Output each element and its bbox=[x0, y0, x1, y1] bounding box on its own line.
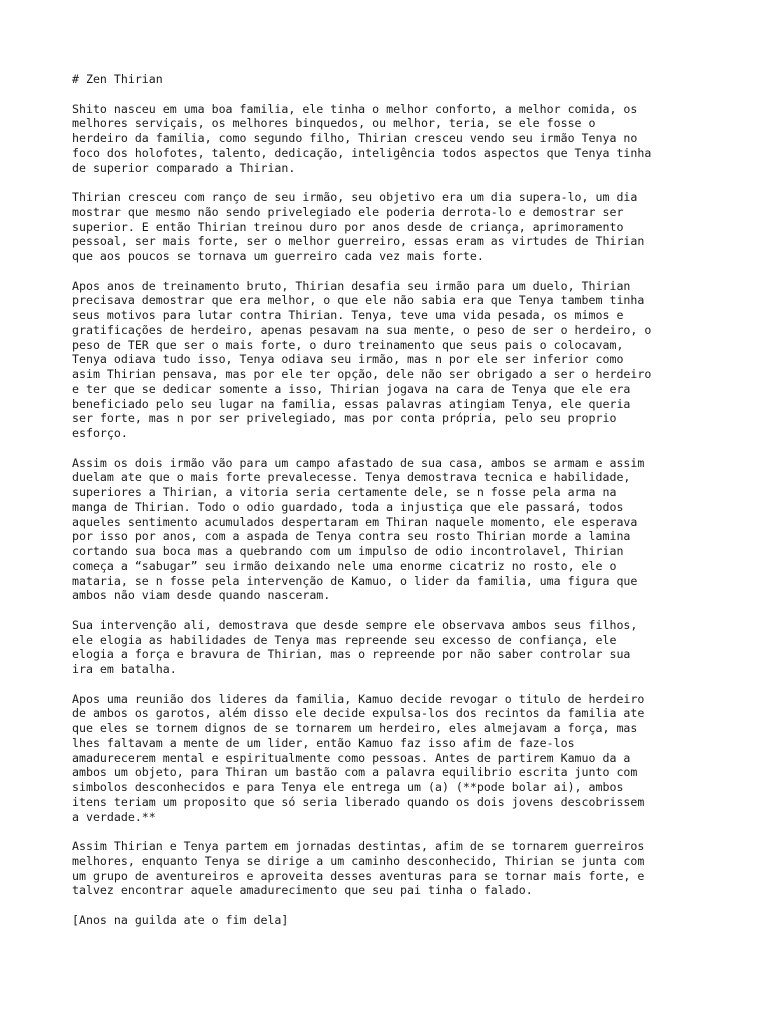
text-line: amadurecerem mental e espiritualmente como pessoas. Antes de partirem Kamuo da a bbox=[72, 750, 631, 765]
text-line: que eles se tornem dignos de se tornarem um herdeiro, eles almejavam a força, mas bbox=[72, 721, 638, 735]
text-line: seus motivos para lutar contra Thirian. Tenya, teve uma vida pesada, os mimos e bbox=[72, 308, 624, 322]
text-line: peso de TER que ser o mais forte, o duro treinamento que seus pais o colocavam, bbox=[72, 337, 624, 352]
paragraph bbox=[72, 692, 712, 825]
document-body bbox=[72, 102, 712, 928]
text-line: precisava demostrar que era melhor, o que ele não sabia era que Tenya tambem tinha bbox=[72, 293, 645, 308]
text-line: de superior comparado a Thirian. bbox=[72, 160, 296, 175]
text-line: asim Thirian pensava, mas por ele ter opção, dele não ser obrigado a ser o herdeiro bbox=[72, 367, 652, 381]
text-line: manga de Thirian. Todo o odio guardado, toda a injustiça que ele passará, todos bbox=[72, 499, 624, 514]
text-line: começa a “sabugar” seu irmão deixando nele uma enorme cicatriz no rosto, ele o bbox=[72, 558, 617, 573]
paragraph bbox=[72, 456, 712, 604]
text-line: um grupo de aventureiros e aproveita desses aventuras para se tornar mais forte, e bbox=[72, 868, 645, 883]
text-line: ele elogia as habilidades de Tenya mas repreende seu excesso de confiança, ele bbox=[72, 632, 617, 647]
text-line: e ter que se dedicar somente a isso, Thirian jogava na cara de Tenya que ele era bbox=[72, 381, 631, 396]
text-line: herdeiro da familia, como segundo filho, Thirian cresceu vendo seu irmão Tenya no bbox=[72, 131, 638, 145]
text-line: mataria, se n fosse pela intervenção de Kamuo, o lider da familia, uma figura que bbox=[72, 573, 638, 588]
text-line: Thirian cresceu com ranço de seu irmão, seu objetivo era um dia supera-lo, um dia bbox=[72, 190, 638, 204]
text-line: ira em batalha. bbox=[72, 662, 177, 676]
text-line: esforço. bbox=[72, 426, 128, 440]
text-line: melhores, enquanto Tenya se dirige a um caminho desconhecido, Thirian se junta com bbox=[72, 853, 645, 868]
text-line: ambos não viam desde quando nasceram. bbox=[72, 588, 331, 603]
text-line: Apos anos de treinamento bruto, Thirian desafia seu irmão para um duelo, Thirian bbox=[72, 278, 631, 293]
text-line: ser forte, mas n por ser privelegiado, mas por conta própria, pelo seu proprio bbox=[72, 411, 617, 426]
text-line: superiores a Thirian, a vitoria seria certamente dele, se n fosse pela arma na bbox=[72, 485, 617, 499]
text-line: foco dos holofotes, talento, dedicação, inteligência todos aspectos que Tenya tinha bbox=[72, 145, 652, 160]
text-line: que aos poucos se tornava um guerreiro cada vez mais forte. bbox=[72, 249, 484, 263]
text-line: Assim Thirian e Tenya partem em jornadas destintas, afim de se tornarem guerreiros bbox=[72, 839, 645, 853]
paragraph bbox=[72, 618, 712, 677]
text-line: [Anos na guilda ate o fim dela] bbox=[72, 912, 289, 927]
document-page bbox=[72, 72, 712, 942]
paragraph bbox=[72, 102, 712, 176]
text-line: superior. E então Thirian treinou duro por anos desde de criança, aprimoramento bbox=[72, 219, 624, 234]
text-line: Assim os dois irmão vão para um campo afastado de sua casa, ambos se armam e assim bbox=[72, 455, 645, 470]
text-line: ambos um objeto, para Thiran um bastão com a palavra equilibrio escrita junto com bbox=[72, 765, 638, 780]
text-line: beneficiado pelo seu lugar na familia, essas palavras atingiam Tenya, ele queria bbox=[72, 396, 631, 411]
text-line: Sua intervenção ali, demostrava que desde sempre ele observava ambos seus filhos, bbox=[72, 617, 638, 632]
text-line: duelam ate que o mais forte prevalecesse. Tenya demostrava tecnica e habilidade, bbox=[72, 470, 631, 485]
text-line: Apos uma reunião dos lideres da familia, Kamuo decide revogar o titulo de herdeiro bbox=[72, 691, 645, 706]
text-line: cortando sua boca mas a quebrando com um impulso de odio incontrolavel, Thirian bbox=[72, 544, 624, 558]
document-title: # Zen Thirian bbox=[72, 72, 163, 86]
paragraph bbox=[72, 913, 712, 928]
text-line: simbolos desconhecidos e para Tenya ele entrega um (a) (**pode bolar ai), ambos bbox=[72, 780, 624, 794]
text-line: de ambos os garotos, além disso ele decide expulsa-los dos recintos da familia ate bbox=[72, 706, 645, 721]
text-line: itens teriam um proposito que só seria liberado quando os dois jovens descobrissem bbox=[72, 794, 645, 809]
text-line: melhores serviçais, os melhores binquedos, ou melhor, teria, se ele fosse o bbox=[72, 116, 596, 131]
text-line: Tenya odiava tudo isso, Tenya odiava seu irmão, mas n por ele ser inferior como bbox=[72, 352, 624, 367]
text-line: mostrar que mesmo não sendo privelegiado ele poderia derrota-lo e demostrar ser bbox=[72, 204, 624, 219]
text-line: Shito nasceu em uma boa familia, ele tinha o melhor conforto, a melhor comida, os bbox=[72, 101, 638, 116]
paragraph bbox=[72, 279, 712, 441]
text-line: lhes faltavam a mente de um lider, então Kamuo faz isso afim de faze-los bbox=[72, 735, 575, 750]
text-line: gratificações de herdeiro, apenas pesavam na sua mente, o peso de ser o herdeiro, o bbox=[72, 322, 652, 337]
text-line: aqueles sentimento acumulados despertaram em Thiran naquele momento, ele esperava bbox=[72, 514, 638, 529]
text-line: por isso por anos, com a aspada de Tenya contra seu rosto Thirian morde a lamina bbox=[72, 529, 631, 544]
text-line: pessoal, ser mais forte, ser o melhor guerreiro, essas eram as virtudes de Thirian bbox=[72, 234, 645, 249]
paragraph bbox=[72, 839, 712, 898]
text-line: a verdade.** bbox=[72, 809, 156, 824]
paragraph bbox=[72, 190, 712, 264]
text-line: elogia a força e bravura de Thirian, mas o repreende por não saber controlar sua bbox=[72, 647, 631, 662]
text-line: talvez encontrar aquele amadurecimento que seu pai tinha o falado. bbox=[72, 883, 533, 898]
